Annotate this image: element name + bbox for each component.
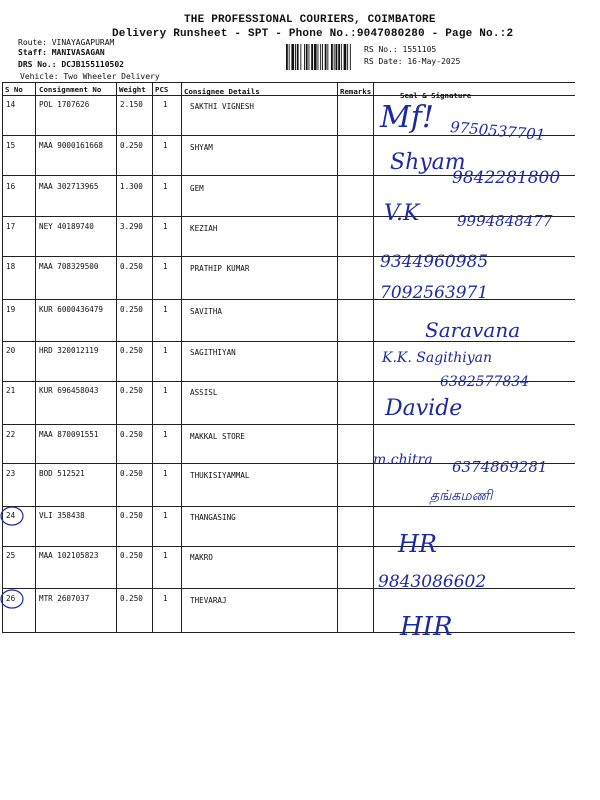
row-pcs: 1 (163, 182, 168, 191)
row-weight: 0.250 (120, 262, 143, 271)
drs-label: DRS No.: DCJB155110502 (18, 60, 124, 69)
row-pcs: 1 (163, 346, 168, 355)
barcode-bar (289, 44, 290, 70)
barcode-bar (338, 44, 340, 70)
row-weight: 0.250 (120, 594, 143, 603)
handwritten-phone: 9750537701 (449, 117, 547, 145)
handwritten-phone: 9344960985 (380, 252, 489, 272)
handwritten-signature: Shyam (390, 150, 466, 175)
row-separator (2, 256, 575, 257)
row-consignment-no: KUR 696458043 (39, 386, 99, 395)
row-pcs: 1 (163, 469, 168, 478)
col-consignment: Consignment No (39, 85, 102, 94)
row-pcs: 1 (163, 100, 168, 109)
row-sno: 25 (6, 551, 16, 560)
row-consignee: THANGASING (190, 513, 236, 522)
row-consignee: MAKKAL STORE (190, 432, 245, 441)
row-weight: 0.250 (120, 469, 143, 478)
barcode-bar (295, 44, 296, 70)
barcode-bar (350, 44, 351, 70)
barcode-bar (314, 44, 317, 70)
rs-date: RS Date: 16-May-2025 (364, 57, 461, 66)
handwritten-phone: 9842281800 (452, 168, 561, 188)
row-sno: 18 (6, 262, 16, 271)
barcode-bar (291, 44, 294, 70)
barcode-bar (297, 44, 299, 70)
row-weight: 0.250 (120, 346, 143, 355)
rs-no: RS No.: 1551105 (364, 45, 437, 54)
barcode-bar (336, 44, 338, 70)
row-consignment-no: POL 1707626 (39, 100, 90, 109)
row-pcs: 1 (163, 430, 168, 439)
row-pcs: 1 (163, 222, 168, 231)
barcode-bar (309, 44, 310, 70)
row-separator (2, 546, 575, 547)
row-weight: 1.300 (120, 182, 143, 191)
col-weight: Weight (119, 85, 146, 94)
row-sno: 23 (6, 469, 16, 478)
row-consignment-no: VLI 358438 (39, 511, 85, 520)
row-consignee: GEM (190, 184, 204, 193)
row-pcs: 1 (163, 594, 168, 603)
handwritten-signature: தங்கமணி (430, 488, 493, 504)
row-consignee: MAKRO (190, 553, 213, 562)
row-pcs: 1 (163, 386, 168, 395)
row-sno: 15 (6, 141, 16, 150)
row-weight: 0.250 (120, 430, 143, 439)
barcode-bar (325, 44, 327, 70)
row-sno: 24 (6, 511, 16, 520)
row-consignment-no: BOD 512521 (39, 469, 85, 478)
circle-mark-26 (0, 588, 26, 610)
col-remarks: Remarks (340, 87, 372, 96)
barcode-bar (286, 44, 288, 70)
handwritten-signature: HR (398, 530, 437, 558)
col-consignee: Consignee Details (184, 87, 260, 96)
row-consignment-no: NEY 40189740 (39, 222, 94, 231)
row-consignee: THUKISIYAMMAL (190, 471, 250, 480)
barcode-bar (322, 44, 323, 70)
col-sno: S No (5, 85, 23, 94)
handwritten-signature: HIR (400, 612, 453, 642)
row-sno: 22 (6, 430, 16, 439)
row-sno: 21 (6, 386, 16, 395)
handwritten-phone: 7092563971 (380, 283, 489, 303)
row-consignee: SHYAM (190, 143, 213, 152)
barcode-bar (344, 44, 347, 70)
row-weight: 3.290 (120, 222, 143, 231)
row-consignment-no: MAA 870091551 (39, 430, 99, 439)
handwritten-phone: 9994848477 (457, 212, 553, 230)
barcode-bar (311, 44, 313, 70)
row-sno: 20 (6, 346, 16, 355)
row-separator (2, 506, 575, 507)
row-weight: 0.250 (120, 305, 143, 314)
row-separator (2, 632, 575, 633)
row-consignment-no: MAA 708329500 (39, 262, 99, 271)
row-pcs: 1 (163, 262, 168, 271)
barcode-bar (327, 44, 328, 70)
row-pcs: 1 (163, 141, 168, 150)
barcode-bar (331, 44, 333, 70)
row-separator (2, 299, 575, 300)
handwritten-signature: m.chitra (373, 452, 433, 468)
row-separator (2, 588, 575, 589)
row-consignment-no: KUR 6000436479 (39, 305, 104, 314)
row-consignee: PRATHIP KUMAR (190, 264, 250, 273)
row-pcs: 1 (163, 551, 168, 560)
row-consignee: THEVARAJ (190, 596, 227, 605)
barcode-bar (318, 44, 319, 70)
handwritten-signature: Saravana (425, 318, 521, 342)
company-title: THE PROFESSIONAL COURIERS, COIMBATORE (184, 14, 436, 26)
barcode-bar (341, 44, 342, 70)
runsheet-subtitle: Delivery Runsheet - SPT - Phone No.:9047080280 - Page No.:2 (112, 28, 514, 40)
handwritten-signature: V.K (384, 201, 420, 226)
row-consignee: SAGITHIYAN (190, 348, 236, 357)
barcode-bar (347, 44, 348, 70)
barcode-bar (306, 44, 308, 70)
row-pcs: 1 (163, 305, 168, 314)
row-consignee: SAKTHI VIGNESH (190, 102, 255, 111)
handwritten-signature: K.K. Sagithiyan (382, 350, 493, 366)
row-sno: 17 (6, 222, 16, 231)
handwritten-phone: 6374869281 (452, 458, 548, 476)
row-pcs: 1 (163, 511, 168, 520)
row-separator (2, 424, 575, 425)
handwritten-signature: Mf! (380, 100, 434, 135)
staff-label: Staff: MANIVASAGAN (18, 48, 105, 57)
row-sno: 26 (6, 594, 16, 603)
row-weight: 0.250 (120, 551, 143, 560)
row-consignment-no: MAA 302713965 (39, 182, 99, 191)
vehicle-label: Vehicle: Two Wheeler Delivery (20, 72, 160, 81)
row-consignment-no: HRD 320012119 (39, 346, 99, 355)
row-consignment-no: MTR 2607037 (39, 594, 90, 603)
row-consignee: ASSISL (190, 388, 218, 397)
row-consignment-no: MAA 102105823 (39, 551, 99, 560)
handwritten-phone: 6382577834 (440, 374, 530, 390)
barcode-bar (304, 44, 305, 70)
barcode-bar (300, 44, 301, 70)
row-sno: 16 (6, 182, 16, 191)
row-sno: 14 (6, 100, 16, 109)
row-consignment-no: MAA 9000161668 (39, 141, 104, 150)
circle-mark-24 (0, 505, 26, 527)
row-weight: 2.150 (120, 100, 143, 109)
row-weight: 0.250 (120, 511, 143, 520)
barcode-bar (334, 44, 335, 70)
row-sno: 19 (6, 305, 16, 314)
barcode-graphic (286, 44, 360, 70)
route-label: Route: VINAYAGAPURAM (18, 38, 115, 47)
row-weight: 0.250 (120, 141, 143, 150)
row-consignee: SAVITHA (190, 307, 223, 316)
handwritten-phone: 9843086602 (378, 572, 487, 592)
col-pcs: PCS (155, 85, 169, 94)
barcode-bar (320, 44, 321, 70)
handwritten-signature: Davide (385, 396, 463, 421)
row-weight: 0.250 (120, 386, 143, 395)
col-signature: Seal & Signature (400, 91, 472, 100)
row-consignee: KEZIAH (190, 224, 218, 233)
